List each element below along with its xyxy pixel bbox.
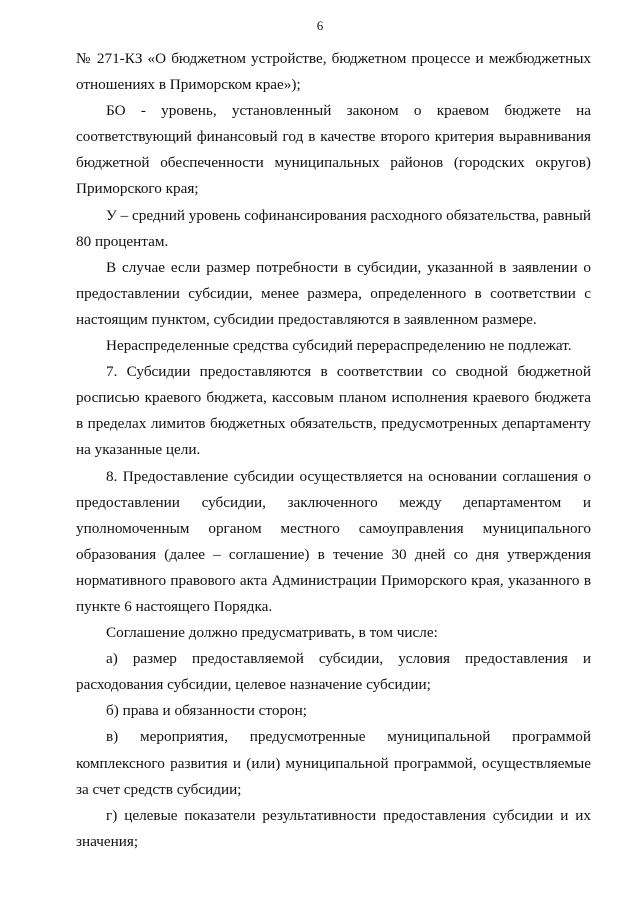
paragraph-item-7: 7. Субсидии предоставляются в соответствии со сводной бюджетной росписью краевого бюджета, кассовым планом исполнения краевого бюджета в пределах лимитов бюджетных обязательств, предусмотренных департаменту на указанные цели. [76,363,591,459]
list-item-v: в) мероприятия, предусмотренные муниципальной программой комплексного развития и (или) муниципальной программой, осуществляемые за счет средств субсидии; [76,728,591,798]
list-item-g: г) целевые показатели результативности предоставления субсидии и их значения; [76,806,591,850]
page-number: 6 [316,18,324,33]
paragraph-item-8: 8. Предоставление субсидии осуществляется на основании соглашения о предоставлении субсидии, заключенного между департаментом и уполномоченным органом местного самоуправления муниципального образования (далее – соглашение) в течение 30 дней со дня утверждения нормативного правового акта Администрации Приморского края, указанного в пункте 6 настоящего Порядка. [76,467,591,615]
list-item-a: а) размер предоставляемой субсидии, условия предоставления и расходования субсидии, целевое назначение субсидии; [76,650,591,694]
list-item-b: б) права и обязанности сторон; [106,702,307,720]
paragraph-undistributed-funds: Нераспределенные средства субсидий перераспределению не подлежат. [106,337,572,355]
paragraph-u-definition: У – средний уровень софинансирования расходного обязательства, равный 80 процентам. [76,206,591,250]
paragraph-bo-definition: БО - уровень, установленный законом о краевом бюджете на соответствующий финансовый год в качестве второго критерия выравнивания бюджетной обеспеченности муниципальных районов (городских округов) Приморского края; [76,102,591,198]
paragraph-law-reference: № 271-КЗ «О бюджетном устройстве, бюджетном процессе и межбюджетных отношениях в Приморском крае»); [76,50,591,94]
paragraph-subsidy-need: В случае если размер потребности в субсидии, указанной в заявлении о предоставлении субсидии, менее размера, определенного в соответствии с настоящим пунктом, субсидии предоставляются в заявленном размере. [76,258,591,328]
document-body [76,46,591,855]
paragraph-agreement-intro: Соглашение должно предусматривать, в том числе: [106,624,438,642]
